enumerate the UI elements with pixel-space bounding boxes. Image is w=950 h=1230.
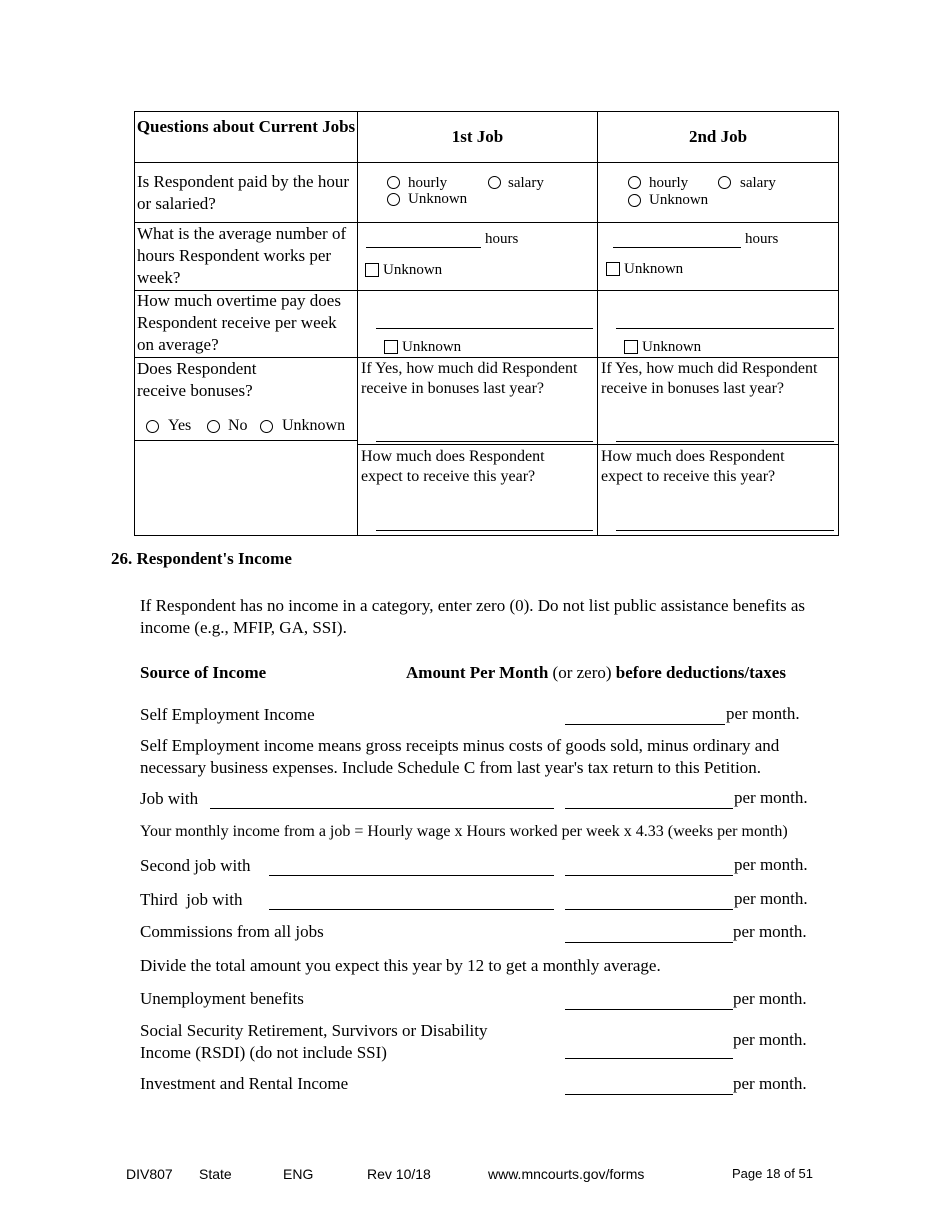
job1-hours-unknown-label: Unknown [383,262,443,278]
job2-hourly-label: hourly [649,175,689,191]
footer-lang: ENG [283,1166,314,1182]
unemployment-amount-input[interactable] [565,1009,733,1010]
question-paid-hourly-salaried: Is Respondent paid by the hour or salaried? [137,172,349,213]
second-job-label: Second job with [140,856,251,875]
job1-hours-input[interactable] [366,247,481,248]
job2-pay-unknown-label: Unknown [649,192,709,208]
col-header-questions: Questions about Current Jobs [136,117,356,136]
job2-overtime-unknown-checkbox[interactable] [624,340,638,354]
second-job-employer-input[interactable] [269,875,554,876]
third-job-amount-input[interactable] [565,909,733,910]
self-employment-amount-input[interactable] [565,724,725,725]
rsdi-label-line2: Income (RSDI) (do not include SSI) [140,1043,387,1062]
question-bonuses: Does Respondent receive bonuses? [137,359,257,400]
job2-hourly-radio[interactable] [628,176,641,189]
amount-header-bold-2: before deductions/taxes [615,663,786,682]
amount-header-bold-1: Amount Per Month [406,663,549,682]
job1-pay-unknown-radio[interactable] [387,193,400,206]
footer-url[interactable]: www.mncourts.gov/forms [488,1166,645,1182]
job-with-employer-input[interactable] [210,808,554,809]
job2-pay-unknown-radio[interactable] [628,194,641,207]
job1-overtime-input[interactable] [376,328,593,329]
bonus-unknown-radio[interactable] [260,420,273,433]
footer-rev: Rev 10/18 [367,1166,431,1182]
rsdi-per-month: per month. [733,1030,807,1049]
job-with-label: Job with [140,789,199,808]
job1-bonus-this-year-question: How much does Respondent expect to receive this year? [361,448,545,485]
self-employment-note: Self Employment income means gross receipts minus costs of goods sold, minus ordinary and necessary business expenses. Include Schedule C from last year's tax return to this Petition. [140,736,780,777]
self-employment-label: Self Employment Income [140,705,315,724]
third-job-per-month: per month. [734,889,808,908]
footer-state: State [199,1166,232,1182]
third-job-employer-input[interactable] [269,909,554,910]
investment-label: Investment and Rental Income [140,1074,349,1093]
rsdi-label-line1: Social Security Retirement, Survivors or Disability [140,1021,488,1040]
section-26-intro: If Respondent has no income in a category, enter zero (0). Do not list public assistance benefits as income (e.g., MFIP, GA, SSI). [140,596,806,637]
job1-salary-label: salary [508,175,544,191]
amount-per-month-header [406,662,786,684]
job1-hourly-label: hourly [408,175,448,191]
job2-bonus-this-year-question: How much does Respondent expect to receive this year? [601,448,785,485]
source-of-income-header: Source of Income [140,663,267,682]
question-hours-per-week: What is the average number of hours Respondent works per week? [137,224,347,287]
third-job-label: Third job with [140,890,243,909]
job1-pay-unknown-label: Unknown [408,191,468,207]
job2-overtime-unknown-label: Unknown [642,339,702,355]
job1-hourly-radio[interactable] [387,176,400,189]
footer-form-id: DIV807 [126,1166,173,1182]
job-with-amount-input[interactable] [565,808,733,809]
job2-hours-unit: hours [745,231,779,247]
commissions-amount-input[interactable] [565,942,733,943]
self-employment-per-month: per month. [726,704,800,723]
unemployment-per-month: per month. [733,989,807,1008]
bonus-no-radio[interactable] [207,420,220,433]
job2-salary-radio[interactable] [718,176,731,189]
job1-hours-unknown-checkbox[interactable] [365,263,379,277]
job2-hours-unknown-label: Unknown [624,261,684,277]
section-26-heading: 26. Respondent's Income [111,549,292,568]
job1-bonus-last-year-input[interactable] [376,441,593,442]
job2-overtime-input[interactable] [616,328,834,329]
job2-bonus-last-year-question: If Yes, how much did Respondent receive in bonuses last year? [601,360,818,397]
bonus-yes-label: Yes [168,417,192,434]
job1-bonus-last-year-question: If Yes, how much did Respondent receive in bonuses last year? [361,360,578,397]
amount-header-plain: (or zero) [548,663,616,682]
rsdi-amount-input[interactable] [565,1058,733,1059]
col-header-1st-job: 1st Job [451,127,504,146]
bonus-no-label: No [228,417,248,434]
job2-bonus-last-year-input[interactable] [616,441,834,442]
bonus-yes-radio[interactable] [146,420,159,433]
question-overtime-pay: How much overtime pay does Respondent receive per week on average? [137,291,341,354]
job1-hours-unit: hours [485,231,519,247]
commissions-label: Commissions from all jobs [140,922,324,941]
second-job-per-month: per month. [734,855,808,874]
second-job-amount-input[interactable] [565,875,733,876]
job1-overtime-unknown-label: Unknown [402,339,462,355]
job-with-per-month: per month. [734,788,808,807]
commissions-note: Divide the total amount you expect this year by 12 to get a monthly average. [140,956,661,975]
bonus-unknown-label: Unknown [282,417,346,434]
job2-bonus-this-year-input[interactable] [616,530,834,531]
footer-page-number: Page 18 of 51 [732,1166,813,1181]
unemployment-label: Unemployment benefits [140,989,304,1008]
investment-per-month: per month. [733,1074,807,1093]
job-income-formula: Your monthly income from a job = Hourly wage x Hours worked per week x 4.33 (weeks per month) [140,823,788,840]
job1-bonus-this-year-input[interactable] [376,530,593,531]
commissions-per-month: per month. [733,922,807,941]
job1-salary-radio[interactable] [488,176,501,189]
job2-salary-label: salary [740,175,776,191]
job2-hours-unknown-checkbox[interactable] [606,262,620,276]
col-header-2nd-job: 2nd Job [688,127,748,146]
investment-amount-input[interactable] [565,1094,733,1095]
job2-hours-input[interactable] [613,247,741,248]
job1-overtime-unknown-checkbox[interactable] [384,340,398,354]
